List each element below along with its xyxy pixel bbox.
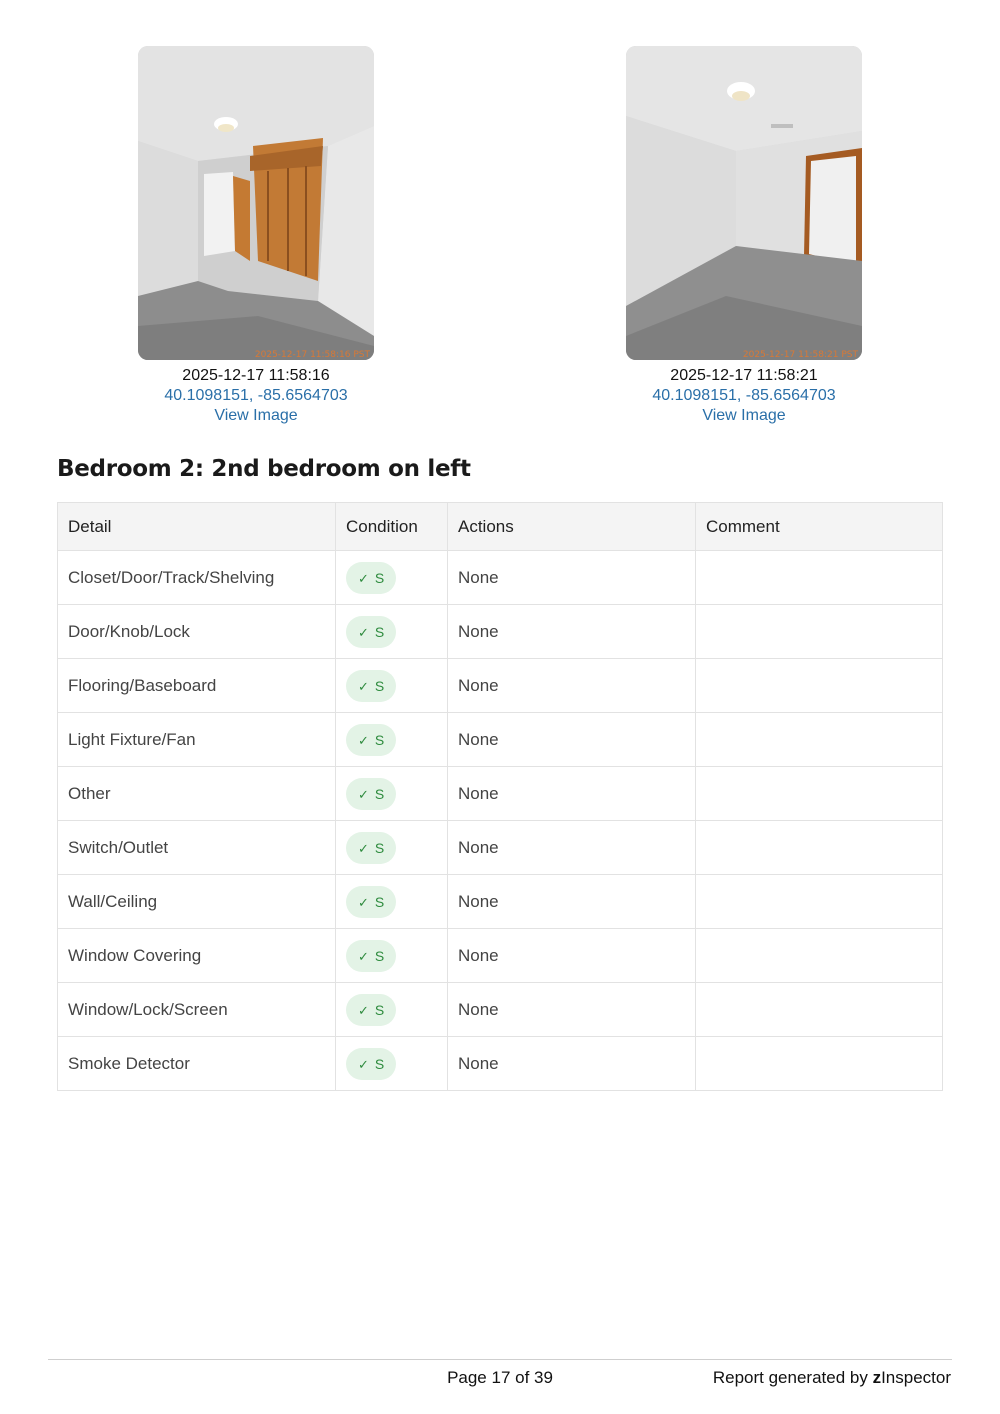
photo-2-illustration	[626, 46, 862, 360]
check-icon: ✓	[358, 840, 369, 856]
cell-comment	[696, 983, 943, 1037]
header-detail: Detail	[58, 503, 336, 551]
condition-value: S	[374, 1001, 385, 1018]
cell-condition	[336, 983, 448, 1037]
cell-actions: None	[448, 551, 696, 605]
cell-condition	[336, 713, 448, 767]
table-row	[58, 551, 943, 605]
condition-value: S	[374, 947, 385, 964]
photo-card-2	[626, 46, 862, 426]
photo-2-stamp: 2025-12-17 11:58:21 PST	[742, 350, 858, 360]
cell-comment	[696, 551, 943, 605]
cell-condition	[336, 821, 448, 875]
check-icon: ✓	[358, 1056, 369, 1072]
credit-brand-bold: z	[872, 1368, 882, 1387]
cell-condition	[336, 1037, 448, 1091]
condition-value: S	[374, 623, 385, 640]
condition-value: S	[374, 569, 385, 586]
check-icon: ✓	[358, 732, 369, 748]
table-row	[58, 1037, 943, 1091]
cell-actions: None	[448, 659, 696, 713]
cell-detail: Light Fixture/Fan	[58, 713, 336, 767]
cell-comment	[696, 605, 943, 659]
condition-badge	[346, 940, 396, 972]
check-icon: ✓	[358, 678, 369, 694]
condition-badge	[346, 832, 396, 864]
footer-divider	[48, 1359, 952, 1360]
check-icon: ✓	[358, 948, 369, 964]
cell-detail: Window Covering	[58, 929, 336, 983]
section-title: Bedroom 2: 2nd bedroom on left	[57, 456, 471, 482]
cell-detail: Switch/Outlet	[58, 821, 336, 875]
cell-comment	[696, 767, 943, 821]
photo-1-stamp: 2025-12-17 11:58:16 PST	[254, 350, 370, 360]
condition-badge	[346, 886, 396, 918]
cell-actions: None	[448, 1037, 696, 1091]
condition-value: S	[374, 839, 385, 856]
cell-actions: None	[448, 929, 696, 983]
table-row	[58, 659, 943, 713]
condition-value: S	[374, 785, 385, 802]
cell-actions: None	[448, 767, 696, 821]
inspection-table	[57, 502, 943, 1091]
cell-detail: Wall/Ceiling	[58, 875, 336, 929]
cell-comment	[696, 659, 943, 713]
table-header-row	[58, 503, 943, 551]
cell-actions: None	[448, 821, 696, 875]
cell-condition	[336, 767, 448, 821]
cell-condition	[336, 875, 448, 929]
cell-condition	[336, 929, 448, 983]
cell-detail: Other	[58, 767, 336, 821]
cell-detail: Flooring/Baseboard	[58, 659, 336, 713]
condition-value: S	[374, 1055, 385, 1072]
condition-value: S	[374, 731, 385, 748]
header-comment: Comment	[696, 503, 943, 551]
credit-prefix: Report generated by	[712, 1368, 873, 1387]
bedroom-photo-2[interactable]	[626, 46, 862, 360]
condition-value: S	[374, 677, 385, 694]
cell-condition	[336, 551, 448, 605]
cell-condition	[336, 659, 448, 713]
table-row	[58, 929, 943, 983]
condition-badge	[346, 1048, 396, 1080]
cell-comment	[696, 821, 943, 875]
condition-badge	[346, 616, 396, 648]
condition-badge	[346, 670, 396, 702]
condition-badge	[346, 778, 396, 810]
photo-1-view-image-link[interactable]: View Image	[214, 407, 298, 424]
cell-detail: Door/Knob/Lock	[58, 605, 336, 659]
bedroom-photo-1[interactable]	[138, 46, 374, 360]
check-icon: ✓	[358, 786, 369, 802]
photo-2-coordinates-link[interactable]: 40.1098151, -85.6564703	[652, 387, 836, 404]
table-row	[58, 821, 943, 875]
cell-actions: None	[448, 983, 696, 1037]
table-row	[58, 983, 943, 1037]
condition-badge	[346, 994, 396, 1026]
photo-2-view-image-link[interactable]: View Image	[702, 407, 786, 424]
table-row	[58, 605, 943, 659]
cell-detail: Closet/Door/Track/Shelving	[58, 551, 336, 605]
photo-1-timestamp: 2025-12-17 11:58:16	[182, 367, 330, 384]
condition-badge	[346, 724, 396, 756]
page-number: Page 17 of 39	[447, 1368, 553, 1387]
condition-badge	[346, 562, 396, 594]
table-row	[58, 767, 943, 821]
photo-card-1	[138, 46, 374, 426]
check-icon: ✓	[358, 570, 369, 586]
cell-comment	[696, 929, 943, 983]
report-credit	[713, 1368, 951, 1388]
table-row	[58, 875, 943, 929]
check-icon: ✓	[358, 624, 369, 640]
cell-actions: None	[448, 875, 696, 929]
cell-comment	[696, 875, 943, 929]
cell-actions: None	[448, 713, 696, 767]
check-icon: ✓	[358, 1002, 369, 1018]
cell-actions: None	[448, 605, 696, 659]
photo-2-timestamp: 2025-12-17 11:58:21	[670, 367, 818, 384]
header-condition: Condition	[336, 503, 448, 551]
cell-comment	[696, 1037, 943, 1091]
header-actions: Actions	[448, 503, 696, 551]
check-icon: ✓	[358, 894, 369, 910]
table-row	[58, 713, 943, 767]
photo-1-coordinates-link[interactable]: 40.1098151, -85.6564703	[164, 387, 348, 404]
photo-1-illustration	[138, 46, 374, 360]
condition-value: S	[374, 893, 385, 910]
cell-detail: Window/Lock/Screen	[58, 983, 336, 1037]
cell-detail: Smoke Detector	[58, 1037, 336, 1091]
credit-brand-rest: Inspector	[881, 1368, 951, 1387]
cell-comment	[696, 713, 943, 767]
cell-condition	[336, 605, 448, 659]
